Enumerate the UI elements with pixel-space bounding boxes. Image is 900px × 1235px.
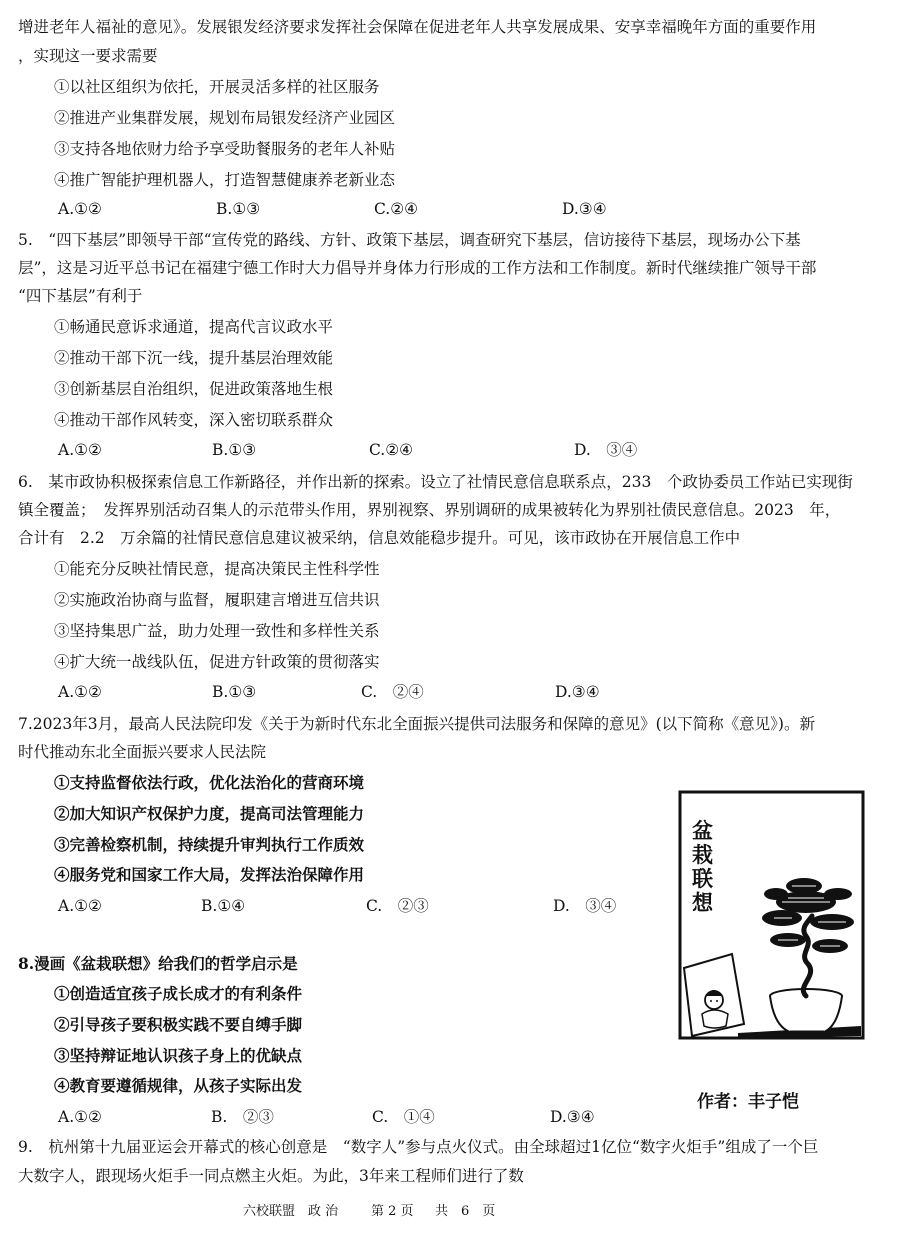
- q9-stem-line2: 大数字人，跟现场火炬手一同点燃主火炬。为此，3年来工程师们进行了数: [18, 1167, 524, 1185]
- q6-stem-line3: 合计有 2.2 万余篇的社情民意信息建议被采纳，信息效能稳步提升。可见，该市政协在开展信息工作中: [18, 529, 741, 547]
- q6-choice-d: D.③④: [555, 683, 600, 701]
- q5-stem-line1: 5. “四下基层”即领导干部“宣传党的路线、方针、政策下基层，调查研究下基层，信访接待下基层，现场办公下基: [18, 231, 801, 249]
- q6-choice-a: A.①②: [58, 683, 102, 701]
- q4-stem-line1: 增进老年人福祉的意见》。发展银发经济要求发挥社会保障在促进老年人共享发展成果、安享幸福晚年方面的重要作用: [18, 18, 817, 36]
- q4-choice-a: A.①②: [58, 200, 102, 218]
- q8-stem: 8.漫画《盆栽联想》给我们的哲学启示是: [18, 954, 298, 973]
- q8-choice-d: D.③④: [550, 1108, 595, 1126]
- q4-choice-c: C.②④: [374, 200, 419, 218]
- q8-option-3: ③坚持辩证地认识孩子身上的优缺点: [54, 1046, 303, 1065]
- q9-stem-line1: 9. 杭州第十九届亚运会开幕式的核心创意是 “数字人”参与点火仪式。由全球超过1亿位“数字火炬手”组成了一个巨: [18, 1138, 819, 1156]
- q5-stem-line2: 层”，这是习近平总书记在福建宁德工作时大力倡导并身体力行形成的工作方法和工作制度。新时代继续推广领导干部: [18, 259, 817, 277]
- q7-choice-c: C. ②③: [366, 897, 429, 915]
- cartoon-title-char-4: 想: [692, 890, 713, 915]
- q5-stem-line3: “四下基层”有利于: [18, 287, 143, 305]
- q7-option-2: ②加大知识产权保护力度，提高司法管理能力: [54, 804, 365, 823]
- q5-option-2: ②推动干部下沉一线，提升基层治理效能: [54, 349, 334, 367]
- q6-choice-b: B.①③: [212, 683, 257, 701]
- q7-choice-d: D. ③④: [553, 897, 617, 915]
- q6-stem-line1: 6. 某市政协积极探索信息工作新路径，并作出新的探索。设立了社情民意信息联系点，233 个政协委员工作站已实现街: [18, 473, 853, 491]
- q4-option-3: ③支持各地依财力给予享受助餐服务的老年人补贴: [54, 140, 396, 158]
- q5-choice-c: C.②④: [369, 441, 414, 459]
- q7-stem-line1: 7.2023年3月，最高人民法院印发《关于为新时代东北全面振兴提供司法服务和保障的意见》(以下简称《意见》)。新: [18, 715, 815, 733]
- q5-choice-a: A.①②: [58, 441, 102, 459]
- q7-option-3: ③完善检察机制，持续提升审判执行工作质效: [54, 835, 365, 854]
- q8-option-4: ④教育要遵循规律，从孩子实际出发: [54, 1076, 303, 1095]
- cartoon-title-char-3: 联: [692, 866, 713, 891]
- footer-exam: 六校联盟 政 治: [243, 1204, 339, 1219]
- q6-stem-line2: 镇全覆盖； 发挥界别活动召集人的示范带头作用，界别视察、界别调研的成果被转化为界别社债民意信息。2023 年，: [18, 501, 841, 519]
- q4-option-1: ①以社区组织为依托，开展灵活多样的社区服务: [54, 78, 380, 96]
- cartoon-title-char-2: 栽: [692, 842, 713, 867]
- q8-option-1: ①创造适宜孩子成长成才的有利条件: [54, 984, 303, 1003]
- q6-option-4: ④扩大统一战线队伍，促进方针政策的贯彻落实: [54, 653, 380, 671]
- q8-option-2: ②引导孩子要积极实践不要自缚手脚: [54, 1015, 303, 1034]
- q7-choice-b: B.①④: [201, 897, 246, 915]
- cartoon-title: [692, 818, 714, 915]
- q7-stem-line2: 时代推动东北全面振兴要求人民法院: [18, 743, 267, 761]
- q6-option-3: ③坚持集思广益，助力处理一致性和多样性关系: [54, 622, 380, 640]
- q4-choice-d: D.③④: [562, 200, 607, 218]
- q4-stem-line2: ，实现这一要求需要: [18, 47, 158, 65]
- cartoon-signature: TM: [846, 1028, 857, 1036]
- q4-option-2: ②推进产业集群发展，规划布局银发经济产业园区: [54, 109, 396, 127]
- q7-option-4: ④服务党和国家工作大局，发挥法治保障作用: [54, 865, 365, 884]
- cartoon-bonsai-illustration: [678, 790, 865, 1040]
- cartoon-title-char-1: 盆: [692, 818, 713, 843]
- q6-option-2: ②实施政治协商与监督，履职建言增进互信共识: [54, 591, 380, 609]
- q5-choice-b: B.①③: [212, 441, 257, 459]
- q5-option-1: ①畅通民意诉求通道，提高代言议政水平: [54, 318, 334, 336]
- q8-choice-b: B. ②③: [211, 1108, 274, 1126]
- q8-choice-a: A.①②: [58, 1108, 102, 1126]
- q4-choice-b: B.①③: [216, 200, 261, 218]
- cartoon-caption: 作者：丰子恺: [697, 1092, 799, 1112]
- q5-option-3: ③创新基层自治组织，促进政策落地生根: [54, 380, 334, 398]
- q5-choice-d: D. ③④: [574, 441, 638, 459]
- q6-choice-c: C. ②④: [361, 683, 424, 701]
- footer-total: 共 6 页: [435, 1204, 496, 1219]
- q7-choice-a: A.①②: [58, 897, 102, 915]
- q5-option-4: ④推动干部作风转变，深入密切联系群众: [54, 411, 334, 429]
- q4-option-4: ④推广智能护理机器人，打造智慧健康养老新业态: [54, 171, 396, 189]
- framed-child-picture: [684, 954, 744, 1036]
- q6-option-1: ①能充分反映社情民意，提高决策民主性科学性: [54, 560, 380, 578]
- q8-choice-c: C. ①④: [372, 1108, 435, 1126]
- footer-page: 第 2 页: [371, 1204, 414, 1219]
- q7-option-1: ①支持监督依法行政，优化法治化的营商环境: [54, 773, 365, 792]
